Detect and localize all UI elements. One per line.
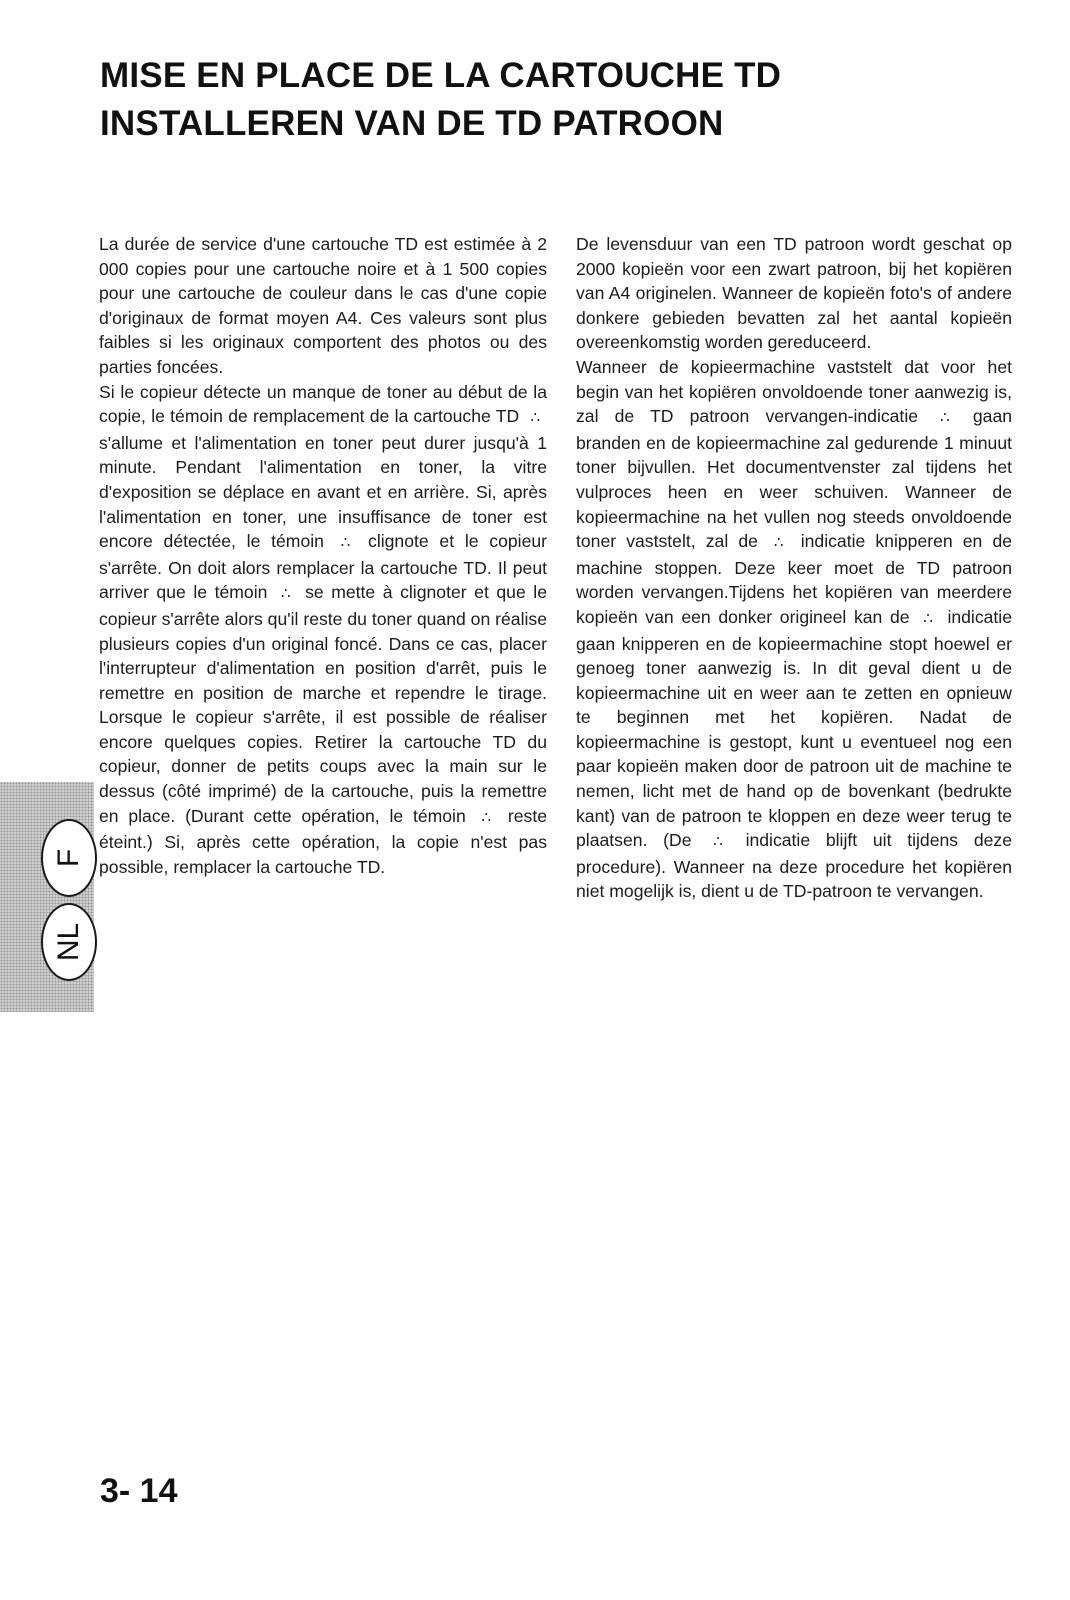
french-paragraph-1: La durée de service d'une cartouche TD est estimée à 2 000 copies pour une cartouche noire et à 1 500 copies pour une cartouche de couleur dans le cas d'une copie d'originaux de format moyen A4. Ces valeurs sont plus faibles si les originaux comportent des photos ou des parties foncées.	[99, 234, 547, 377]
language-tab-f-label: F	[51, 848, 85, 868]
french-text-b: s'allume et l'alimentation en toner peut durer jusqu'à 1 minute. Pendant l'alimentation en toner, la vitre d'exposition se déplace en avant et en arrière. Si, après l'alimentation en toner, une insuffisance de toner est encore détectée, le témoin	[99, 432, 547, 552]
french-text-c: clignote et le copieur s'arrête. On doit alors remplacer la cartouche TD. Il peut arriver que le témoin	[99, 531, 548, 603]
toner-warning-icon: ∴	[774, 534, 785, 552]
dutch-text-a: Wanneer de kopieermachine vaststelt dat voor het begin van het kopiëren onvoldoende toner aanwezig is, zal de TD patroon vervangen-indicatie	[576, 356, 1012, 427]
toner-warning-icon: ∴	[940, 409, 951, 427]
toner-warning-icon: ∴	[280, 585, 292, 603]
toner-warning-icon: ∴	[923, 609, 934, 627]
dutch-text-c: indicatie knipperen en de machine stoppen. Deze keer moet de TD patroon worden vervangen.Tijdens het kopiëren van meerdere kopieën van een donker origineel kan de	[576, 531, 1013, 627]
title-dutch: INSTALLEREN VAN DE TD PATROON	[100, 104, 724, 143]
page-title	[100, 52, 781, 148]
dutch-column	[576, 232, 1012, 904]
toner-warning-icon: ∴	[340, 534, 352, 552]
dutch-paragraph-2	[576, 355, 1012, 904]
dutch-text-d: indicatie gaan knipperen en de kopieermachine stopt hoewel er genoeg toner aanwezig is. In dit geval dient u de kopieermachine uit en weer aan te zetten en opnieuw te beginnen met het kopiëren. Nadat de kopieermachine is gestopt, kunt u eventueel nog een paar kopieën maken door de patroon uit de machine te nemen, licht met de hand op de bovenkant (bedrukte kant) van de patroon te kloppen en deze weer terug te plaatsen. (De	[576, 606, 1013, 851]
toner-warning-icon: ∴	[530, 409, 542, 427]
french-paragraph-2	[99, 380, 547, 880]
language-tab-f	[41, 819, 97, 897]
title-french: MISE EN PLACE DE LA CARTOUCHE TD	[100, 56, 782, 95]
dutch-paragraph-1: De levensduur van een TD patroon wordt geschat op 2000 kopieën voor een zwart patroon, bij het kopiëren van A4 originelen. Wanneer de kopieën foto's of andere donkere gebieden bevatten zal het aantal kopieën overeenkomstig worden gereduceerd.	[576, 234, 1012, 353]
page-number: 3- 14	[100, 1472, 178, 1510]
dutch-text-b: gaan branden en de kopieermachine zal gedurende 1 minuut toner bijvullen. Het documentvenster zal tijdens het vulproces heen en weer schuiven. Wanneer de kopieermachine na het vullen nog steeds onvoldoende toner vaststelt, zal de	[576, 406, 1013, 552]
french-text-d: se mette à clignoter et que le copieur s'arrête alors qu'il reste du toner quand on réalise plusieurs copies d'un original foncé. Dans ce cas, placer l'interrupteur d'alimentation en position d'arrêt, puis le remettre en position de marche et rependre le tirage. Lorsque le copieur s'arrête, il est possible de réaliser encore quelques copies. Retirer la cartouche TD du copieur, donner de petits coups avec la main sur le dessus (côté imprimé) de la cartouche, puis la remettre en place. (Durant cette opération, le témoin	[99, 582, 548, 826]
dutch-text-e: indicatie blijft uit tijdens deze procedure). Wanneer na deze procedure het kopiëren niet mogelijk is, dient u de TD-patroon te vervangen.	[576, 830, 1012, 902]
language-tab-nl	[41, 903, 97, 981]
french-text-a: Si le copieur détecte un manque de toner au début de la copie, le témoin de remplacement de la cartouche TD	[99, 381, 547, 427]
language-tab-nl-label: NL	[51, 922, 85, 962]
toner-warning-icon: ∴	[481, 808, 493, 826]
french-text-e: reste éteint.) Si, après cette opération, la copie n'est pas possible, remplacer la cartouche TD.	[99, 805, 547, 877]
toner-warning-icon: ∴	[713, 833, 724, 851]
french-column	[99, 232, 547, 879]
language-tab	[0, 782, 94, 1012]
